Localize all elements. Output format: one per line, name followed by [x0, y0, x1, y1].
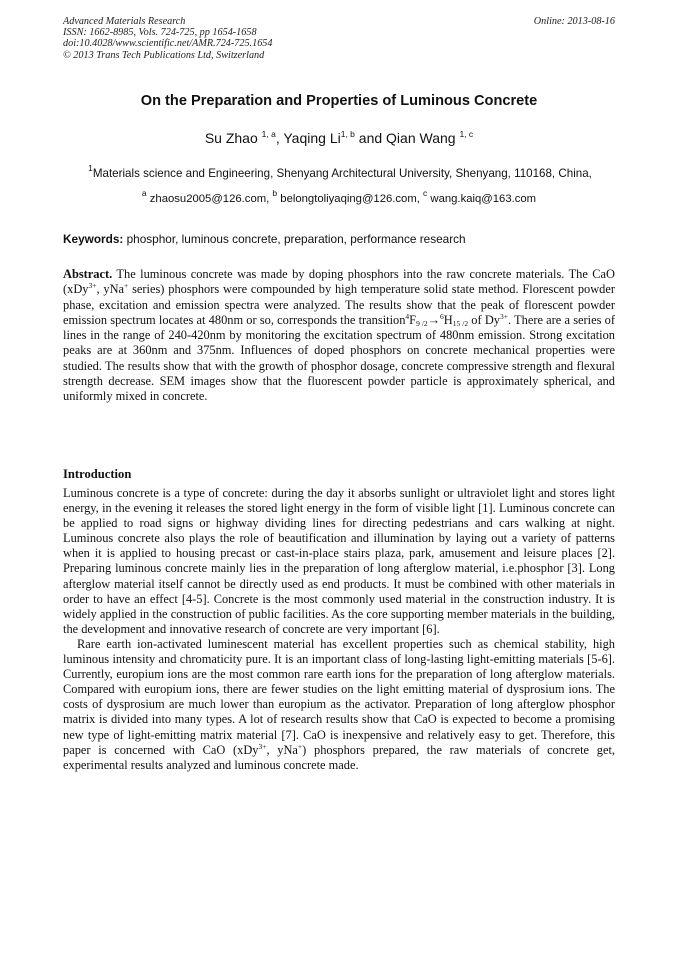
- journal-header: [63, 16, 615, 61]
- abstract: [63, 267, 615, 405]
- abstract-text: The luminous concrete was made by doping phosphors into the raw concrete materials. The CaO (xDy: [63, 267, 615, 297]
- abstract-label: Abstract.: [63, 267, 113, 281]
- abstract-text: F: [409, 312, 417, 327]
- keywords-text: phosphor, luminous concrete, preparation, performance research: [123, 232, 466, 246]
- author-name: Qian Wang: [386, 130, 456, 146]
- abstract-sup: +: [124, 281, 129, 291]
- email-sup: b: [272, 188, 278, 198]
- issn-line: ISSN: 1662-8985, Vols. 724-725, pp 1654-1658: [63, 27, 257, 39]
- email-a: zhaosu2005@126.com,: [146, 193, 273, 205]
- abstract-sub: 15 /2: [452, 318, 469, 328]
- author-sup: 1, a: [261, 129, 276, 139]
- author-sup: 1, b: [340, 129, 355, 139]
- abstract-sup: 3+: [499, 311, 508, 321]
- affiliation: [60, 163, 620, 180]
- author-name: Su Zhao: [204, 130, 258, 146]
- email-list: [0, 188, 678, 205]
- paragraph-sup: 3+: [258, 741, 267, 751]
- email-sup: a: [141, 188, 147, 198]
- affiliation-text: Materials science and Engineering, Shenyang Architectural University, Shenyang, 110168, China,: [92, 167, 592, 180]
- author-sep: and: [354, 130, 387, 146]
- doi-line: doi:10.4028/www.scientific.net/AMR.724-725.1654: [63, 38, 273, 50]
- abstract-sup: 4: [405, 311, 410, 321]
- author-list: [0, 130, 678, 146]
- abstract-text: series) phosphors were compounded by high temperature solid state method. Florescent powder phase, excitation and emission spectra were analyzed. The results show that the peak of florescent powder emission spectrum locates at 480nm or so, corresponds the transition: [63, 282, 616, 327]
- online-date: Online: 2013-08-16: [533, 16, 615, 27]
- email-b: belongtoliyaqing@126.com,: [277, 193, 424, 205]
- paragraph: Luminous concrete is a type of concrete: during the day it absorbs sunlight or ultraviolet light and stores light energy, in the evening it releases the stored light energy in the form of visible light [1]. Luminous concrete can be applied to road signs or highway dividing lines for directing pedestrians and cars walking at night. Luminous concrete also plays the role of beautification and illumination by laying out a variety of patterns when it is applied to housing precast or cast-in-place stairs plaza, park, amusement and leisure places [2]. Preparing luminous concrete mainly lies in the preparation of long afterglow material, i.e.phosphor [3]. Long afterglow material itself cannot be directly used as end products. It must be combined with other materials in order to have an effect [4-5]. Concrete is the most commonly used material in the construction industry. It is widely applied in the construction of public facilities. As the core supporting member materials in the building, the development and innovative research of concrete are very important [6].: [63, 486, 615, 636]
- paper-title: On the Preparation and Properties of Luminous Concrete: [140, 93, 538, 109]
- keywords-label: Keywords:: [63, 232, 124, 246]
- journal-name: Advanced Materials Research: [63, 16, 186, 27]
- abstract-text: . There are a series of lines in the range of 240-420nm by monitoring the excitation spectrum of 480nm emission. Strong excitation peaks are at 360nm and 375nm. Influences of doped phosphors on concrete mechanical properties were studied. The results show that with the growth of phosphor dosage, concrete compressive strength and flexural strength decrease. SEM images show that the fluorescent powder particle is approximately spherical, and uniformly mixed in concrete.: [63, 312, 615, 404]
- paragraph-text: , yNa: [266, 742, 298, 757]
- paragraph-sup: +: [297, 741, 303, 751]
- author-sep: ,: [275, 130, 284, 146]
- introduction-body: [63, 486, 615, 773]
- paragraph-text: Rare earth ion-activated luminescent material has excellent properties such as chemical stability, high luminous intensity and chromaticity pure. It is an important class of long-lasting light-emitting materials [5-6]. Currently, europium ions are the most common rare earth ions for the preparation of long afterglow materials. Compared with europium ions, there are fewer studies on the light emitting material of dysprosium ions. The costs of dysprosium are much lower than europium as the activator. Preparation of long afterglow phosphor matrix is divided into many types. A lot of research results show that CaO is expected to become a promising new type of light-emitting matrix material [7]. CaO is inexpensive and relatively easy to get. Therefore, this paper is concerned with CaO (xDy: [63, 636, 615, 757]
- author-sup: 1, c: [459, 129, 474, 139]
- affiliation-sup: 1: [88, 163, 93, 173]
- copyright-line: © 2013 Trans Tech Publications Ltd, Switzerland: [63, 49, 265, 61]
- abstract-sub: 9 /2: [416, 318, 428, 328]
- paragraph-text: ) phosphors prepared, the raw materials of concrete get, experimental results analyzed and luminous concrete made.: [63, 742, 616, 772]
- abstract-text: of Dy: [468, 312, 500, 327]
- abstract-sup: 6: [440, 311, 444, 321]
- abstract-text: H: [443, 312, 453, 327]
- email-c: wang.kaiq@163.com: [427, 193, 537, 205]
- email-sup: c: [423, 188, 428, 198]
- author-name: Yaqing Li: [283, 130, 341, 146]
- abstract-sup: 3+: [88, 281, 97, 291]
- section-heading-introduction: Introduction: [63, 467, 132, 481]
- keywords: [63, 232, 615, 246]
- abstract-text: , yNa: [96, 282, 125, 297]
- abstract-text: →: [427, 312, 441, 327]
- paragraph: [63, 637, 615, 773]
